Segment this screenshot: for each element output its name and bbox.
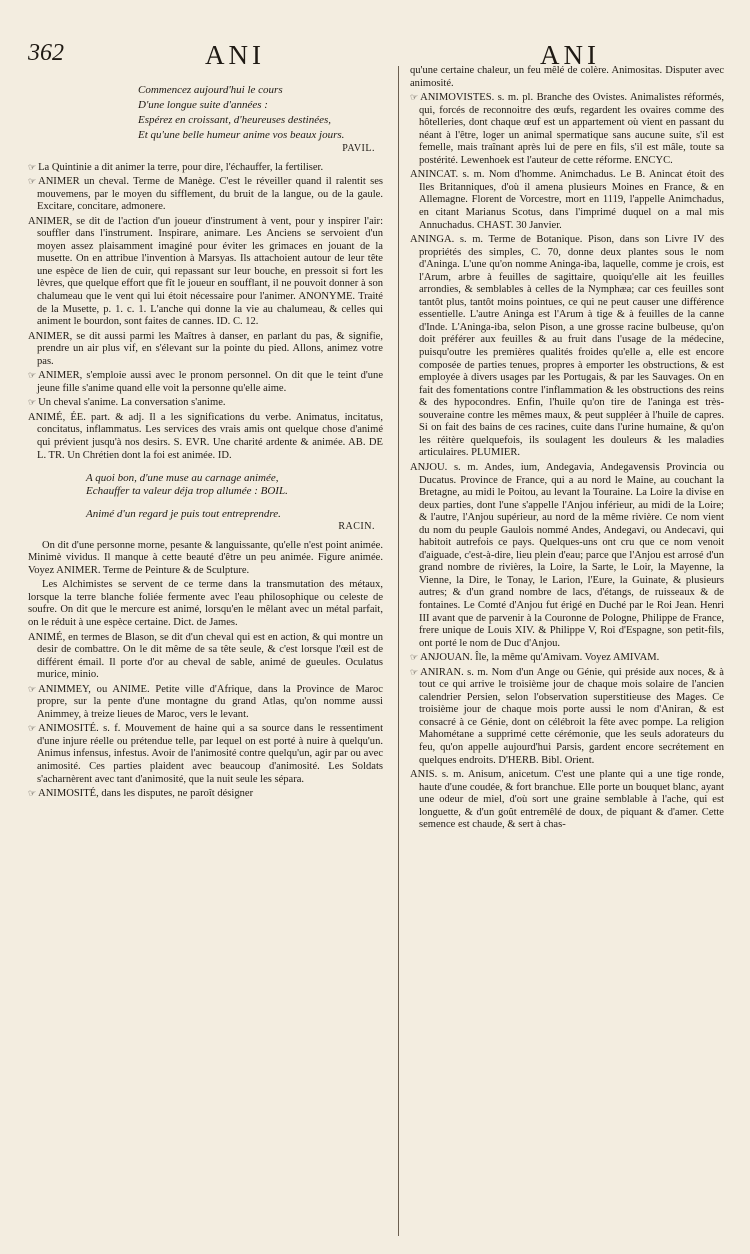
- running-head-left: ANI: [205, 40, 265, 70]
- entry-text: ANIMER un cheval. Terme de Manège. C'est le réveiller quand il ralentit ses mouvemens, par le moyen du sifflement, du bruit de la langue, ou de la gaule. Excitare, concitare, admonere.: [37, 176, 383, 213]
- quote-line: Echauffer ta valeur déja trop allumée : BOIL.: [86, 485, 288, 498]
- pointing-hand-icon: ☞: [28, 724, 37, 735]
- pointing-hand-icon: ☞: [410, 653, 419, 664]
- entry-anjou: ANJOU. s. m. Andes, ium, Andegavia, Andegavensis Provincia ou Ducatus. Province de France, qui a au nord le Maine, au couchant la Bretagne, au midi le Poitou, au levant la Touraine. La Loire la divise en deux parties, dont l'une s'appelle l'Anjou inférieur, au midi de la Loire; & l'autre, l'Anjou supérieur, au nord de la même rivière. Ce nom vient du nom du peuple Gaulois nommé Andes, Andegavi, ou Andecavi, qui habitoit autrefois ce pays. Quelques-uns ont cru que ce nom venoit d'aiguade, c'est-à-dire, lieu plein d'eau; parce que l'Anjou est arrosé d'un grand nombre de rivières, la Loire, la Sarte, le Loir, la Mayenne, la Vienne, la Dire, le Tonay, le Larion, l'Eure, la Guinate, & plusieurs autres; & d'un grand nombre de lacs, d'étangs, de ruisseaux & de fontaines. Le Comté d'Anjou fut érigé en Duché par le Roi Jean. Henri III avant que de parvenir à la Couronne de Pologne, Philippe de France, frere unique de Louis XIV. & Philippe V, Roi d'Espagne, son petit-fils, ont porté le nom de Duc d'Anjou.: [410, 461, 724, 649]
- entry-anjouan: [410, 652, 724, 665]
- entry-animosite-disputes: [28, 788, 383, 801]
- entry-anis: ANIS. s. m. Anisum, anicetum. C'est une plante qui a une tige ronde, haute d'une coudée, & fort branchue. Elle porte un bouquet blanc, ayant une odeur de miel, d'où sort une graine semblable à l'ache, qui est longuette, & d'un goût entremêlé de doux, de piquant & d'amer. Cette semence est chaude, & sert à chas-: [410, 769, 724, 831]
- verse-line: Espérez en croissant, d'heureuses destinées,: [138, 114, 331, 126]
- entry-anincat: ANINCAT. s. m. Nom d'homme. Animchadus. Le B. Anincat étoit des Iles Britanniques, d'où il amena plusieurs Moines en France, & en Allemagne. Florent de Vorcestre, mort en 1119, l'appelle Animchadus, en citant Marianus Scotus, dans l'imprimé duquel on a mal mis Annuchadus. CHAST. 30 Janvier.: [410, 169, 724, 231]
- verse-line: D'une longue suite d'années :: [138, 99, 268, 111]
- entry-text: ANIMER, s'emploie aussi avec le pronom personnel. On dit que le teint d'une jeune fille s'anime quand elle voit la personne qu'elle aime.: [37, 370, 383, 394]
- entry-animer-instrument: ANIMER, se dit de l'action d'un joueur d'instrument à vent, pour y inspirer l'air: souffler dans l'instrument. Inspirare, animare. Les Anciens se servoient d'un moyen assez plaisamment imaginé pour éviter les grimaces en jouant de la musette. On en attribue l'invention à Marsyas. Ils attachoient autour de leur tête une espèce de lien de cuir, qui repassant sur leur bouche, en pressoit si fort les lèvres, que quelque effort que fît le joueur en soufflant, il ne pouvoit donner à son chalumeau que le vent qui lui étoit nécessaire pour l'animer. ANONYME. Traité de la Musette, p. 1. c. 1. L'anche qui donne la vie au chalumeau, & celles qui animent le bourdon, sont faites de cannes. ID. C. 12.: [28, 215, 383, 328]
- paragraph-alchimistes: Les Alchimistes se servent de ce terme dans la transmutation des métaux, lorsque la terre blanche foliée fermente avec l'eau philosophique ou celeste de soufre. On dit que le mercure est animé, lorsqu'en le mêlant avec un métal parfait, on le réduit à une espèce certaine. Dict. de James.: [28, 579, 383, 628]
- continuation-text: qu'une certaine chaleur, un feu mêlé de colère. Animositas. Disputer avec animosité.: [410, 65, 724, 89]
- entry-text: ANIMOVISTES. s. m. pl. Branche des Ovistes. Animalistes réformés, qui, forcés de reconnoitre des œufs, regardent les ovaires comme des hôtelleries, dont chaque œuf est un appartement où vient en passant du néant à l'être, loger un animal spermatique sans aucune suite, s'il est femelle, mais traînant après lui de pere en fils, s'il est mâle, toute sa postérité. Lewenhoek est l'auteur de cette réforme. ENCYC.: [419, 92, 724, 166]
- entry-animmey: [28, 684, 383, 722]
- quote-line: A quoi bon, d'une muse au carnage animée,: [86, 472, 279, 485]
- entry-aninga: ANINGA. s. m. Terme de Botanique. Pison, dans son Livre IV des propriétés des simples, C. 70, donne deux plantes sous le nom d'Aninga. L'une qu'on nomme Aninga-iba, laquelle, comme je crois, est l'Arum, arbre à feuilles de sagittaire, quoiqu'elle ait les feuilles arrondies, & semblables à celles de la Nymphæa; car ces feuilles sont tantôt plus, tantôt moins pointues, ce qui ne peut causer une différence essentielle. L'autre Aninga est l'Arum à tige & à feuilles de la canne d'Inde. L'Aninga-iba, selon Pison, a une grosse racine bulbeuse, qu'on doit préférer aux feuilles & au fruit dans l'usage de la médecine, puisqu'outre les premières qualités froides qu'elle a, elle est encore composée de parties tenues, propres à emporter les obstructions, & est employée à divers usages par les Portugais, & par les Sauvages. On en fait des fomentations contre l'inflammation & les obstructions des reins & des hypocondres. Enfin, l'huile qu'on tire de l'aninga est très-souveraine contre les mêmes maux, & peut suppléer à l'huile de capres. Si on fait des bains de ces racines, cuite dans l'urine humaine, & qu'on les réitère quelquefois, ils soulagent les douleurs & les maladies articulaires. PLUMIER.: [410, 234, 724, 459]
- pointing-hand-icon: ☞: [28, 398, 37, 409]
- verse-line: Et qu'une belle humeur anime vos beaux jours.: [138, 129, 345, 141]
- pointing-hand-icon: ☞: [28, 177, 37, 188]
- left-column: [28, 83, 383, 801]
- verse-citation: PAVIL.: [342, 143, 375, 154]
- entry-animosite: [28, 723, 383, 786]
- entry-text: ANJOUAN. Île, la même qu'Amivam. Voyez AMIVAM.: [420, 652, 660, 664]
- quote-citation: RACIN.: [338, 521, 375, 533]
- running-head-right: ANI: [540, 40, 600, 70]
- entry-text: ANIMMEY, ou ANIME. Petite ville d'Afrique, dans la Province de Maroc propre, sur la pente d'une montagne du grand Atlas, qu'on nomme aussi Animmey, à treize lieues de Maroc, vers le levant.: [37, 683, 383, 720]
- verse-line: Commencez aujourd'hui le cours: [138, 84, 283, 96]
- pointing-hand-icon: ☞: [28, 162, 37, 173]
- entry-animer-danse: ANIMER, se dit aussi parmi les Maîtres à danser, en parlant du pas, & signifie, prendre un air plus vif, en s'élevant sur la pointe du pied. Allons, animez votre pas.: [28, 330, 383, 367]
- page-number: 362: [28, 40, 64, 66]
- entry-text: ANIRAN. s. m. Nom d'un Ange ou Génie, qui préside aux noces, & à tout ce qui arrive le troisième jour de chaque mois solaire de l'ancien calendrier Persien, selon l'observation superstitieuse des Mages. Ce troisième jour de chaque mois porte aussi le nom d'Aniran, & est consacré à ce Génie, dont on célébroit la fête avec pompe. La religion Mahométane a supprimé cette cérémonie, que les seuls adorateurs du feu, qu'on appelle aujourd'hui Parsis, gardent encore secrétement en quelques endroits. D'HERB. Bibl. Orient.: [419, 666, 724, 766]
- pointing-hand-icon: ☞: [28, 789, 37, 800]
- entry-text: ANIMOSITÉ. s. f. Mouvement de haine qui a sa source dans le ressentiment d'une injure réelle ou prétendue telle, par lequel on est porté à nuire à quelqu'un. Animus infensus, infestus. Avoir de l'animosité contre quelqu'un, agir par ou avec animosité. Ces parties plaident avec beaucoup d'animosité. Les Soldats s'acharnèrent avec tant d'animosité, que la nuit seule les sépara.: [37, 723, 383, 785]
- entry-cheval-s-anime: [28, 397, 383, 410]
- quote-line: Animé d'un regard je puis tout entreprendre.: [86, 508, 281, 521]
- paragraph-personne-morne: On dit d'une personne morne, pesante & languissante, qu'elle n'est point animée. Minimè vividus. Il manque à cette beauté d'être un peu animée. Figure animée. Voyez ANIMER. Terme de Peinture & de Sculpture.: [28, 539, 383, 576]
- entry-animer-pronom: [28, 370, 383, 395]
- pointing-hand-icon: ☞: [410, 93, 419, 104]
- entry-text: Un cheval s'anime. La conversation s'anime.: [38, 397, 226, 409]
- pointing-hand-icon: ☞: [28, 371, 37, 382]
- entry-text: La Quintinie a dit animer la terre, pour dire, l'échauffer, la fertiliser.: [38, 161, 324, 173]
- pointing-hand-icon: ☞: [28, 684, 37, 695]
- column-rule: [398, 66, 399, 1236]
- entry-animer-cheval: [28, 176, 383, 214]
- entry-animovistes: [410, 92, 724, 167]
- right-column: [410, 65, 724, 832]
- pointing-hand-icon: ☞: [410, 667, 419, 678]
- entry-aniran: [410, 667, 724, 767]
- entry-text: ANIMOSITÉ, dans les disputes, ne paroît désigner: [38, 788, 254, 800]
- entry-animer-terre: [28, 162, 383, 175]
- entry-anime-blason: ANIMÉ, en termes de Blason, se dit d'un cheval qui est en action, & qui montre un desir de combattre. On le dit même de sa tête seule, & c'est lorsque l'œil est de différent émail. Il porte d'or au cheval de sable, animé de gueules. Oculatus murice, minio.: [28, 631, 383, 681]
- entry-anime: ANIMÉ, ÉE. part. & adj. Il a les significations du verbe. Animatus, incitatus, concitatus, inflammatus. Les services des vrais amis ont quelque chose d'animé qui prévient jusqu'à nos desirs. S. EVR. Une charité ardente & animée. AB. DE L. TR. Un Chrétien dont la foi est animée. ID.: [28, 411, 383, 461]
